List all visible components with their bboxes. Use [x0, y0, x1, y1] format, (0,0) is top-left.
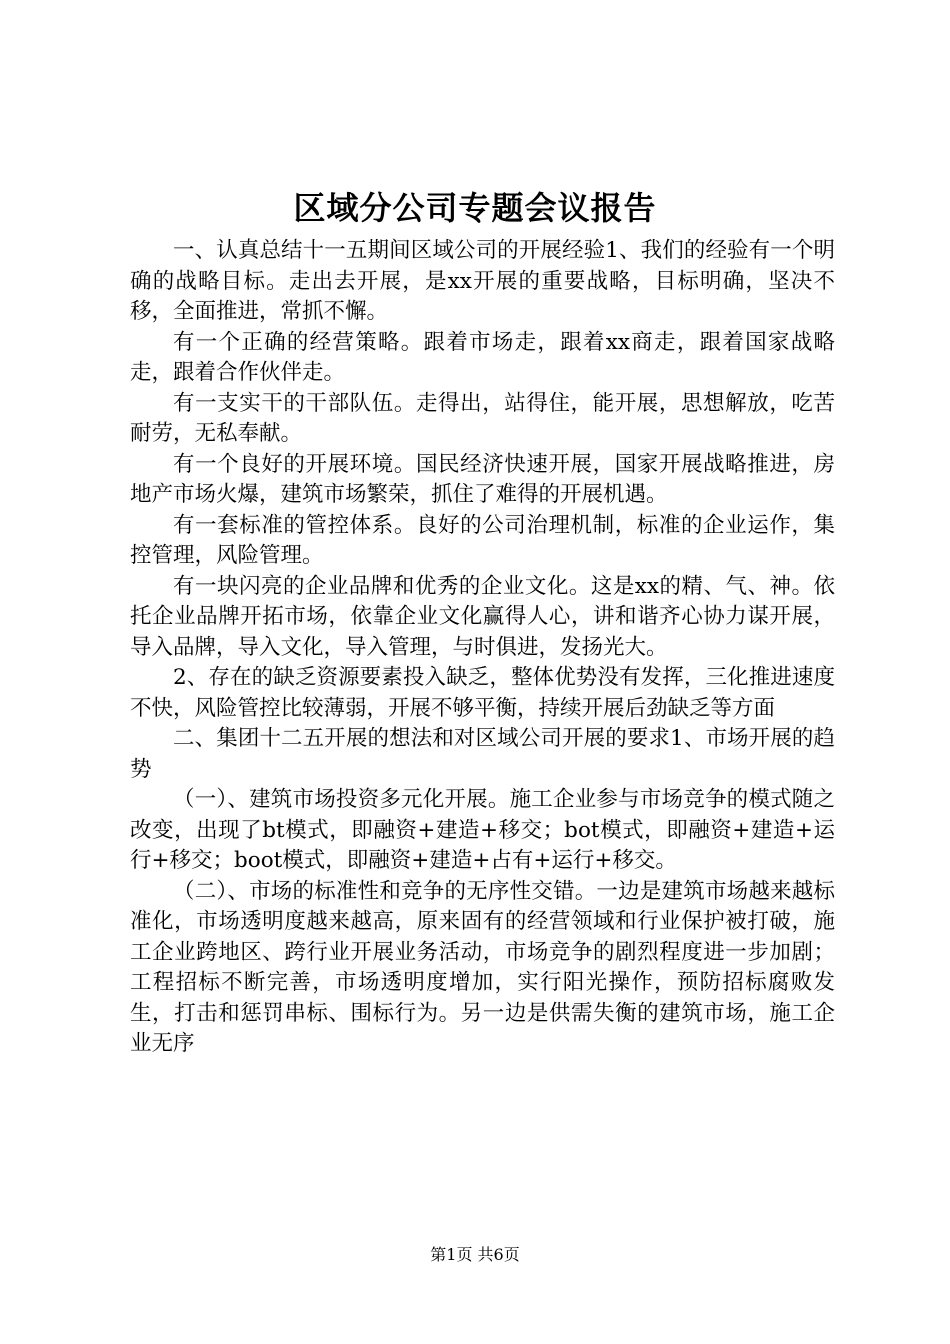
paragraph: 有一块闪亮的企业品牌和优秀的企业文化。这是xx的精、气、神。依托企业品牌开拓市场，依靠企业文化赢得人心，讲和谐齐心协力谋开展，导入品牌，导入文化，导入管理，与时俱进，发扬光大。 [130, 573, 835, 660]
paragraph: 有一支实干的干部队伍。走得出，站得住，能开展，思想解放，吃苦耐劳，无私奉献。 [130, 390, 835, 446]
paragraph: 一、认真总结十一五期间区域公司的开展经验1、我们的经验有一个明确的战略目标。走出去开展，是xx开展的重要战略，目标明确，坚决不移，全面推进，常抓不懈。 [130, 238, 835, 324]
paragraph: 有一个良好的开展环境。国民经济快速开展，国家开展战略推进，房地产市场火爆，建筑市场繁荣，抓住了难得的开展机遇。 [130, 451, 835, 507]
paragraph: 2、存在的缺乏资源要素投入缺乏，整体优势没有发挥，三化推进速度不快，风险管控比较薄弱，开展不够平衡，持续开展后劲缺乏等方面 [130, 665, 835, 721]
paragraph: （二）、市场的标准性和竞争的无序性交错。一边是建筑市场越来越标准化，市场透明度越来越高，原来固有的经营领域和行业保护被打破，施工企业跨地区、跨行业开展业务活动，市场竞争的剧烈程度进一步加剧；工程招标不断完善，市场透明度增加，实行阳光操作，预防招标腐败发生，打击和惩罚串标、围标行为。另一边是供需失衡的建筑市场，施工企业无序 [130, 878, 835, 1056]
page-footer: 第1页 共6页 [430, 1245, 520, 1264]
paragraph: 二、集团十二五开展的想法和对区域公司开展的要求1、市场开展的趋势 [130, 726, 835, 782]
paragraph: 有一套标准的管控体系。良好的公司治理机制，标准的企业运作，集控管理，风险管理。 [130, 512, 835, 568]
document-body [130, 236, 835, 1060]
paragraph: 有一个正确的经营策略。跟着市场走，跟着xx商走，跟着国家战略走，跟着合作伙伴走。 [130, 329, 835, 385]
document-title: 区域分公司专题会议报告 [293, 189, 657, 227]
paragraph: （一）、建筑市场投资多元化开展。施工企业参与市场竞争的模式随之改变，出现了bt模式，即融资+建造+移交；bot模式，即融资+建造+运行+移交；boot模式，即融资+建造+占有+运行+移交。 [130, 787, 835, 873]
